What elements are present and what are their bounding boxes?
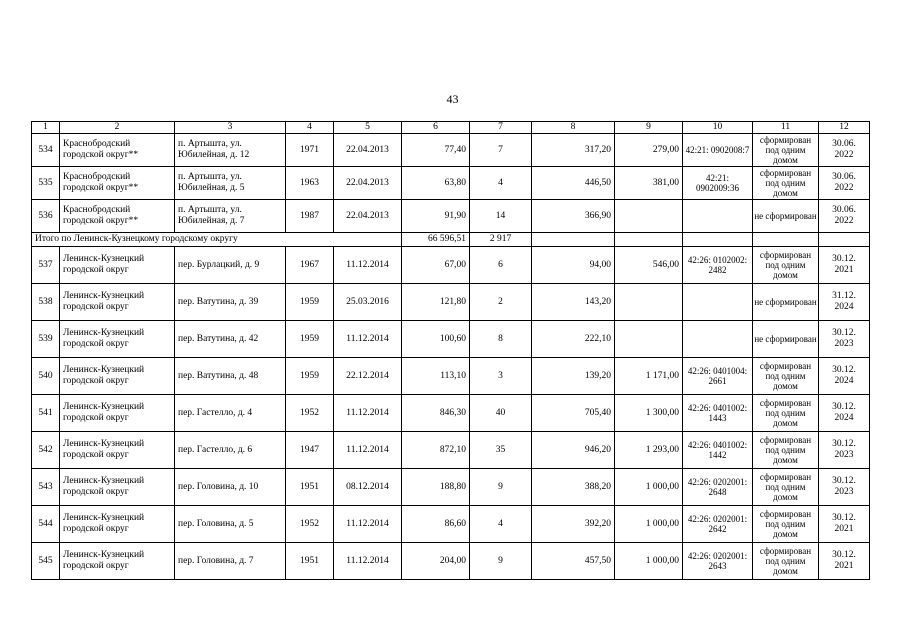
- table-row: [32, 284, 870, 321]
- column-8-cell: 705,40: [532, 395, 615, 432]
- header-cell: 11: [753, 122, 819, 134]
- cadastral-number-cell: [683, 321, 753, 358]
- header-cell: 2: [60, 122, 175, 134]
- land-status-cell: сформирован под одним домом: [753, 167, 819, 200]
- column-9-cell: [615, 200, 683, 233]
- row-number-cell: 537: [32, 247, 60, 284]
- row-number-cell: 544: [32, 506, 60, 543]
- year-cell: 1967: [286, 247, 334, 284]
- year-cell: 1952: [286, 395, 334, 432]
- area-cell: 86,60: [402, 506, 470, 543]
- municipality-cell: Ленинск-Кузнецкий городской округ: [60, 432, 175, 469]
- column-8-cell: 143,20: [532, 284, 615, 321]
- date-cell: 22.12.2014: [334, 358, 402, 395]
- header-cell: 5: [334, 122, 402, 134]
- address-cell: п. Артышта, ул. Юбилейная, д. 12: [175, 134, 286, 167]
- column-9-cell: 279,00: [615, 134, 683, 167]
- date-cell: 11.12.2014: [334, 432, 402, 469]
- column-8-cell: 222,10: [532, 321, 615, 358]
- header-cell: 3: [175, 122, 286, 134]
- municipality-cell: Ленинск-Кузнецкий городской округ: [60, 395, 175, 432]
- municipality-cell: Ленинск-Кузнецкий городской округ: [60, 358, 175, 395]
- municipality-cell: Краснобродский городской округ**: [60, 167, 175, 200]
- row-number-cell: 541: [32, 395, 60, 432]
- residents-cell: 8: [470, 321, 532, 358]
- table-row: [32, 134, 870, 167]
- deadline-cell: 31.12. 2024: [819, 284, 870, 321]
- deadline-cell: 30.06. 2022: [819, 167, 870, 200]
- land-status-cell: сформирован под одним домом: [753, 247, 819, 284]
- cadastral-number-cell: [683, 200, 753, 233]
- municipality-cell: Ленинск-Кузнецкий городской округ: [60, 543, 175, 580]
- address-cell: пер. Гастелло, д. 6: [175, 432, 286, 469]
- row-number-cell: 545: [32, 543, 60, 580]
- date-cell: 11.12.2014: [334, 395, 402, 432]
- column-9-cell: 381,00: [615, 167, 683, 200]
- column-8-cell: 366,90: [532, 200, 615, 233]
- area-cell: 121,80: [402, 284, 470, 321]
- area-cell: 91,90: [402, 200, 470, 233]
- address-cell: п. Артышта, ул. Юбилейная, д. 7: [175, 200, 286, 233]
- residents-cell: 6: [470, 247, 532, 284]
- date-cell: 11.12.2014: [334, 506, 402, 543]
- residents-cell: 2: [470, 284, 532, 321]
- summary-area: 66 596,51: [402, 233, 470, 247]
- address-cell: пер. Ватутина, д. 42: [175, 321, 286, 358]
- column-9-cell: 1 000,00: [615, 469, 683, 506]
- cadastral-number-cell: 42:26: 0202001: 2648: [683, 469, 753, 506]
- date-cell: 11.12.2014: [334, 321, 402, 358]
- table-body: [32, 122, 870, 580]
- date-cell: 08.12.2014: [334, 469, 402, 506]
- deadline-cell: 30.12. 2024: [819, 358, 870, 395]
- column-9-cell: 546,00: [615, 247, 683, 284]
- deadline-cell: 30.12. 2024: [819, 395, 870, 432]
- table-row: [32, 395, 870, 432]
- column-8-cell: 94,00: [532, 247, 615, 284]
- address-cell: пер. Бурлацкий, д. 9: [175, 247, 286, 284]
- year-cell: 1947: [286, 432, 334, 469]
- residents-cell: 7: [470, 134, 532, 167]
- cadastral-number-cell: 42:26: 0401002: 1443: [683, 395, 753, 432]
- address-cell: пер. Ватутина, д. 48: [175, 358, 286, 395]
- column-9-cell: 1 000,00: [615, 506, 683, 543]
- year-cell: 1952: [286, 506, 334, 543]
- column-8-cell: 946,20: [532, 432, 615, 469]
- row-number-cell: 538: [32, 284, 60, 321]
- residents-cell: 35: [470, 432, 532, 469]
- deadline-cell: 30.12. 2021: [819, 506, 870, 543]
- page-number: 43: [446, 92, 459, 106]
- summary-empty-cell: [753, 233, 819, 247]
- table-row: [32, 506, 870, 543]
- table-row: [32, 543, 870, 580]
- deadline-cell: 30.12. 2023: [819, 469, 870, 506]
- summary-label: Итого по Ленинск-Кузнецкому городскому округу: [32, 233, 402, 247]
- residents-cell: 14: [470, 200, 532, 233]
- header-cell: 9: [615, 122, 683, 134]
- table-row: [32, 469, 870, 506]
- year-cell: 1959: [286, 358, 334, 395]
- residents-cell: 9: [470, 469, 532, 506]
- cadastral-number-cell: 42:26: 0202001: 2642: [683, 506, 753, 543]
- column-8-cell: 446,50: [532, 167, 615, 200]
- date-cell: 11.12.2014: [334, 247, 402, 284]
- column-9-cell: [615, 284, 683, 321]
- table-row: [32, 321, 870, 358]
- deadline-cell: 30.06. 2022: [819, 200, 870, 233]
- summary-empty-cell: [819, 233, 870, 247]
- year-cell: 1963: [286, 167, 334, 200]
- row-number-cell: 536: [32, 200, 60, 233]
- municipality-cell: Ленинск-Кузнецкий городской округ: [60, 247, 175, 284]
- address-cell: пер. Ватутина, д. 39: [175, 284, 286, 321]
- area-cell: 113,10: [402, 358, 470, 395]
- column-9-cell: 1 000,00: [615, 543, 683, 580]
- area-cell: 67,00: [402, 247, 470, 284]
- housing-table: [31, 121, 870, 580]
- area-cell: 63,80: [402, 167, 470, 200]
- municipality-cell: Краснобродский городской округ**: [60, 134, 175, 167]
- municipality-cell: Ленинск-Кузнецкий городской округ: [60, 321, 175, 358]
- land-status-cell: сформирован под одним домом: [753, 134, 819, 167]
- residents-cell: 4: [470, 167, 532, 200]
- date-cell: 22.04.2013: [334, 134, 402, 167]
- year-cell: 1951: [286, 469, 334, 506]
- deadline-cell: 30.12. 2023: [819, 321, 870, 358]
- area-cell: 100,60: [402, 321, 470, 358]
- land-status-cell: сформирован под одним домом: [753, 358, 819, 395]
- header-cell: 1: [32, 122, 60, 134]
- land-status-cell: не сформирован: [753, 321, 819, 358]
- column-9-cell: [615, 321, 683, 358]
- summary-empty-cell: [532, 233, 615, 247]
- area-cell: 77,40: [402, 134, 470, 167]
- table-row: [32, 358, 870, 395]
- land-status-cell: сформирован под одним домом: [753, 543, 819, 580]
- header-cell: 4: [286, 122, 334, 134]
- table-row: [32, 432, 870, 469]
- address-cell: п. Артышта, ул. Юбилейная, д. 5: [175, 167, 286, 200]
- header-cell: 7: [470, 122, 532, 134]
- table-row: [32, 167, 870, 200]
- area-cell: 188,80: [402, 469, 470, 506]
- summary-row: [32, 233, 870, 247]
- land-status-cell: сформирован под одним домом: [753, 469, 819, 506]
- deadline-cell: 30.12. 2023: [819, 432, 870, 469]
- column-9-cell: 1 171,00: [615, 358, 683, 395]
- summary-empty-cell: [683, 233, 753, 247]
- cadastral-number-cell: 42:26: 0401004: 2661: [683, 358, 753, 395]
- deadline-cell: 30.06. 2022: [819, 134, 870, 167]
- area-cell: 204,00: [402, 543, 470, 580]
- address-cell: пер. Головина, д. 7: [175, 543, 286, 580]
- column-9-cell: 1 293,00: [615, 432, 683, 469]
- column-8-cell: 457,50: [532, 543, 615, 580]
- address-cell: пер. Гастелло, д. 4: [175, 395, 286, 432]
- row-number-cell: 540: [32, 358, 60, 395]
- row-number-cell: 542: [32, 432, 60, 469]
- year-cell: 1951: [286, 543, 334, 580]
- cadastral-number-cell: 42:21: 0902008:7: [683, 134, 753, 167]
- row-number-cell: 543: [32, 469, 60, 506]
- header-cell: 10: [683, 122, 753, 134]
- column-8-cell: 388,20: [532, 469, 615, 506]
- cadastral-number-cell: 42:26: 0401002: 1442: [683, 432, 753, 469]
- land-status-cell: сформирован под одним домом: [753, 432, 819, 469]
- address-cell: пер. Головина, д. 10: [175, 469, 286, 506]
- table-row: [32, 247, 870, 284]
- municipality-cell: Ленинск-Кузнецкий городской округ: [60, 469, 175, 506]
- cadastral-number-cell: [683, 284, 753, 321]
- residents-cell: 3: [470, 358, 532, 395]
- header-cell: 8: [532, 122, 615, 134]
- date-cell: 11.12.2014: [334, 543, 402, 580]
- municipality-cell: Ленинск-Кузнецкий городской округ: [60, 506, 175, 543]
- date-cell: 22.04.2013: [334, 167, 402, 200]
- year-cell: 1959: [286, 284, 334, 321]
- year-cell: 1959: [286, 321, 334, 358]
- column-8-cell: 317,20: [532, 134, 615, 167]
- date-cell: 22.04.2013: [334, 200, 402, 233]
- residents-cell: 9: [470, 543, 532, 580]
- column-9-cell: 1 300,00: [615, 395, 683, 432]
- municipality-cell: Ленинск-Кузнецкий городской округ: [60, 284, 175, 321]
- year-cell: 1971: [286, 134, 334, 167]
- area-cell: 846,30: [402, 395, 470, 432]
- header-cell: 6: [402, 122, 470, 134]
- land-status-cell: сформирован под одним домом: [753, 506, 819, 543]
- row-number-cell: 539: [32, 321, 60, 358]
- column-8-cell: 392,20: [532, 506, 615, 543]
- summary-empty-cell: [615, 233, 683, 247]
- date-cell: 25.03.2016: [334, 284, 402, 321]
- land-status-cell: не сформирован: [753, 200, 819, 233]
- deadline-cell: 30.12. 2021: [819, 247, 870, 284]
- column-8-cell: 139,20: [532, 358, 615, 395]
- cadastral-number-cell: 42:26: 0102002: 2482: [683, 247, 753, 284]
- land-status-cell: не сформирован: [753, 284, 819, 321]
- deadline-cell: 30.12. 2021: [819, 543, 870, 580]
- area-cell: 872,10: [402, 432, 470, 469]
- municipality-cell: Краснобродский городской округ**: [60, 200, 175, 233]
- year-cell: 1987: [286, 200, 334, 233]
- cadastral-number-cell: 42:26: 0202001: 2643: [683, 543, 753, 580]
- row-number-cell: 534: [32, 134, 60, 167]
- residents-cell: 4: [470, 506, 532, 543]
- summary-residents: 2 917: [470, 233, 532, 247]
- residents-cell: 40: [470, 395, 532, 432]
- land-status-cell: сформирован под одним домом: [753, 395, 819, 432]
- header-cell: 12: [819, 122, 870, 134]
- row-number-cell: 535: [32, 167, 60, 200]
- cadastral-number-cell: 42:21: 0902009:36: [683, 167, 753, 200]
- column-number-header: [32, 122, 870, 134]
- address-cell: пер. Головина, д. 5: [175, 506, 286, 543]
- table-row: [32, 200, 870, 233]
